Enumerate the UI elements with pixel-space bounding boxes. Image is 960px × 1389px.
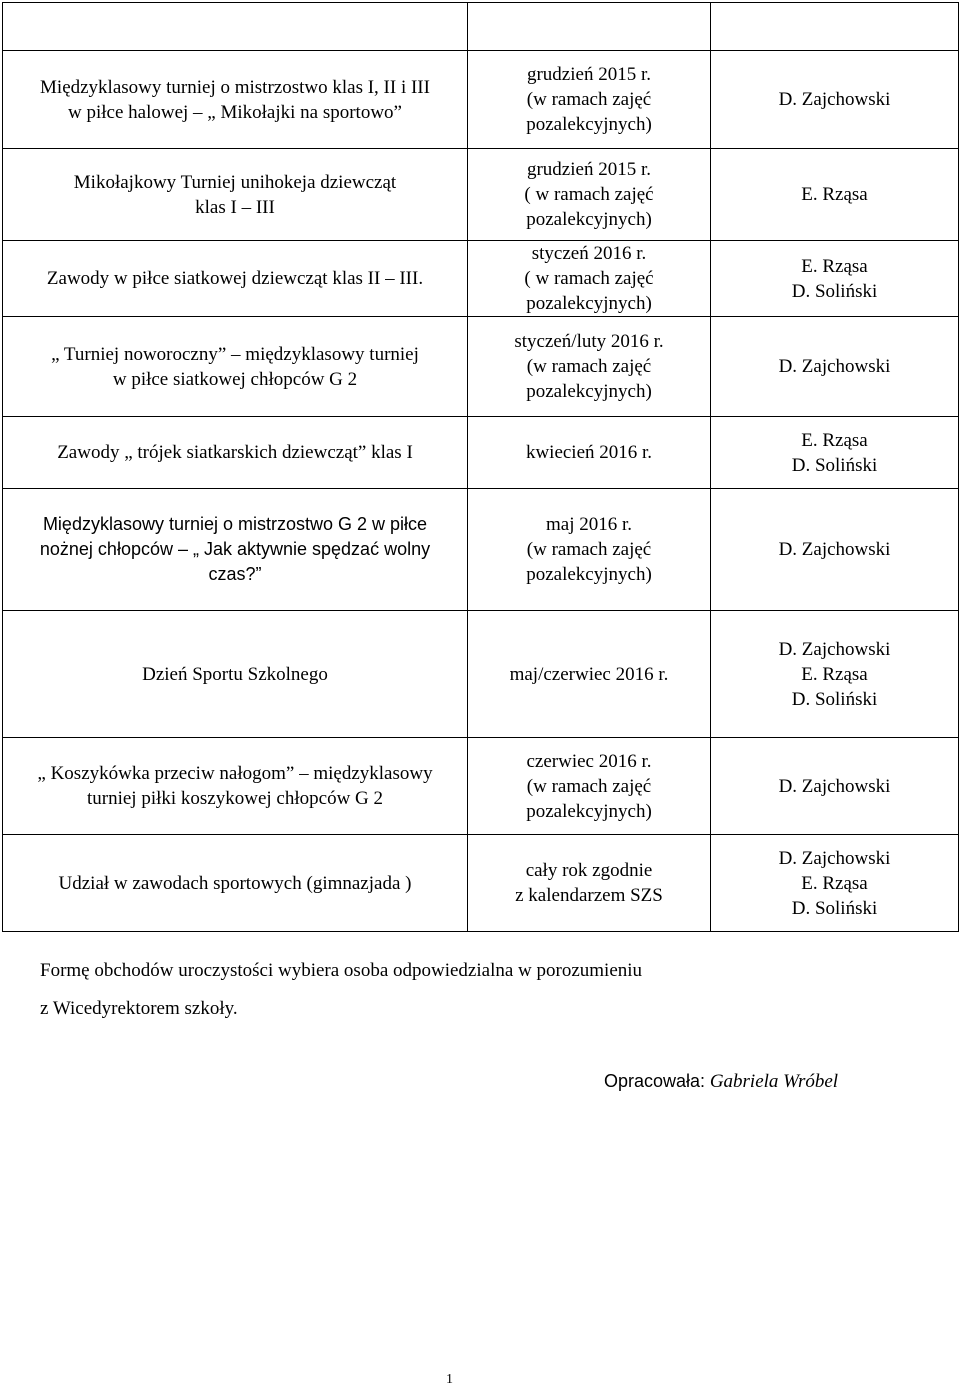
cell-date [468, 149, 711, 241]
person-line: D. Soliński [791, 688, 878, 710]
event-line: Dzień Sportu Szkolnego [142, 663, 328, 685]
events-table [2, 2, 959, 932]
person-line: E. Rząsa [801, 663, 868, 685]
event-line: „ Koszykówka przeciw nałogom” – międzyklasowy [37, 763, 433, 784]
cell-event [3, 149, 468, 241]
table-row [3, 241, 959, 317]
person-line: D. Zajchowski [778, 539, 891, 560]
table-row [3, 51, 959, 149]
cell-date [468, 241, 711, 317]
date-line: pozalekcyjnych) [526, 209, 652, 230]
date-line: pozalekcyjnych) [526, 564, 652, 585]
date-line: pozalekcyjnych) [526, 114, 652, 135]
event-line: w piłce halowej – „ Mikołajki na sportowo” [67, 101, 402, 123]
cell-date [468, 51, 711, 149]
cell-event [3, 738, 468, 835]
date-line: (w ramach zajęć [526, 775, 652, 797]
event-line: Międzyklasowy turniej o mistrzostwo G 2 w piłce [42, 514, 428, 534]
person-line: D. Soliński [791, 897, 878, 919]
cell-person [711, 489, 959, 611]
person-line: E. Rząsa [801, 184, 868, 205]
person-line: D. Zajchowski [778, 775, 891, 797]
date-line: kwiecień 2016 r. [525, 442, 653, 463]
cell-date [468, 3, 711, 51]
cell-person [711, 835, 959, 932]
date-line: (w ramach zajęć [526, 89, 652, 110]
person-line: D. Soliński [791, 454, 878, 476]
date-line: styczeń 2016 r. [531, 243, 647, 264]
event-line: czas?” [208, 564, 262, 584]
table-row [3, 417, 959, 489]
cell-date [468, 835, 711, 932]
table-row [3, 3, 959, 51]
date-line: maj 2016 r. [545, 514, 633, 535]
date-line: pozalekcyjnych) [526, 293, 652, 314]
cell-person [711, 149, 959, 241]
person-line: D. Soliński [791, 280, 878, 302]
event-line: Międzyklasowy turniej o mistrzostwo klas I, II i III [40, 76, 430, 98]
cell-event [3, 835, 468, 932]
event-line: „ Turniej noworoczny” – międzyklasowy turniej [51, 343, 419, 365]
event-line: turniej piłki koszykowej chłopców G 2 [86, 788, 384, 809]
event-line: Udział w zawodach sportowych (gimnazjada ) [58, 872, 412, 894]
date-line: czerwiec 2016 r. [526, 750, 652, 772]
event-line: klas I – III [195, 196, 275, 218]
date-line: pozalekcyjnych) [526, 381, 652, 402]
date-line: ( w ramach zajęć [524, 184, 654, 205]
cell-person [711, 241, 959, 317]
event-line: Zawody w piłce siatkowej dziewcząt klas II – III. [46, 268, 424, 289]
person-line: D. Zajchowski [778, 356, 891, 377]
person-line: D. Zajchowski [778, 847, 891, 869]
cell-person [711, 51, 959, 149]
cell-event [3, 417, 468, 489]
cell-event [3, 489, 468, 611]
date-line: styczeń/luty 2016 r. [514, 331, 664, 352]
cell-person [711, 317, 959, 417]
cell-date [468, 417, 711, 489]
event-line: nożnej chłopców – „ Jak aktywnie spędzać wolny [39, 539, 431, 559]
signature-label: Opracowała: [604, 1071, 706, 1091]
table-row [3, 611, 959, 738]
event-line: Zawody „ trójek siatkarskich dziewcząt” klas I [57, 442, 413, 463]
person-line: D. Zajchowski [778, 89, 891, 110]
event-line: Mikołajkowy Turniej unihokeja dziewcząt [73, 171, 397, 193]
date-line: grudzień 2015 r. [526, 159, 651, 180]
date-line: grudzień 2015 r. [526, 64, 651, 85]
note-line-2: z Wicedyrektorem szkoły. [40, 998, 238, 1019]
date-line: (w ramach zajęć [526, 356, 652, 377]
date-line: maj/czerwiec 2016 r. [509, 663, 669, 685]
date-line: z kalendarzem SZS [515, 885, 663, 906]
cell-date [468, 611, 711, 738]
signature-name: Gabriela Wróbel [709, 1071, 839, 1092]
date-line: pozalekcyjnych) [526, 800, 652, 822]
table-row [3, 317, 959, 417]
cell-person [711, 611, 959, 738]
person-line: E. Rząsa [801, 255, 868, 277]
event-line: w piłce siatkowej chłopców G 2 [112, 368, 358, 390]
date-line: cały rok zgodnie [525, 860, 653, 881]
table-row [3, 149, 959, 241]
date-line: (w ramach zajęć [526, 539, 652, 560]
cell-event [3, 51, 468, 149]
cell-person [711, 417, 959, 489]
table-row [3, 738, 959, 835]
cell-date [468, 738, 711, 835]
cell-event [3, 3, 468, 51]
table-row [3, 835, 959, 932]
person-line: E. Rząsa [801, 872, 868, 894]
date-line: ( w ramach zajęć [524, 268, 654, 289]
cell-date [468, 489, 711, 611]
table-row [3, 489, 959, 611]
cell-event [3, 241, 468, 317]
person-line: D. Zajchowski [778, 638, 891, 660]
note-line-1: Formę obchodów uroczystości wybiera osoba odpowiedzialna w porozumieniu [40, 960, 643, 981]
cell-date [468, 317, 711, 417]
cell-person [711, 738, 959, 835]
cell-event [3, 317, 468, 417]
cell-person [711, 3, 959, 51]
page-number: 1 [446, 1372, 453, 1387]
person-line: E. Rząsa [801, 429, 868, 451]
cell-event [3, 611, 468, 738]
signature [604, 1071, 838, 1093]
